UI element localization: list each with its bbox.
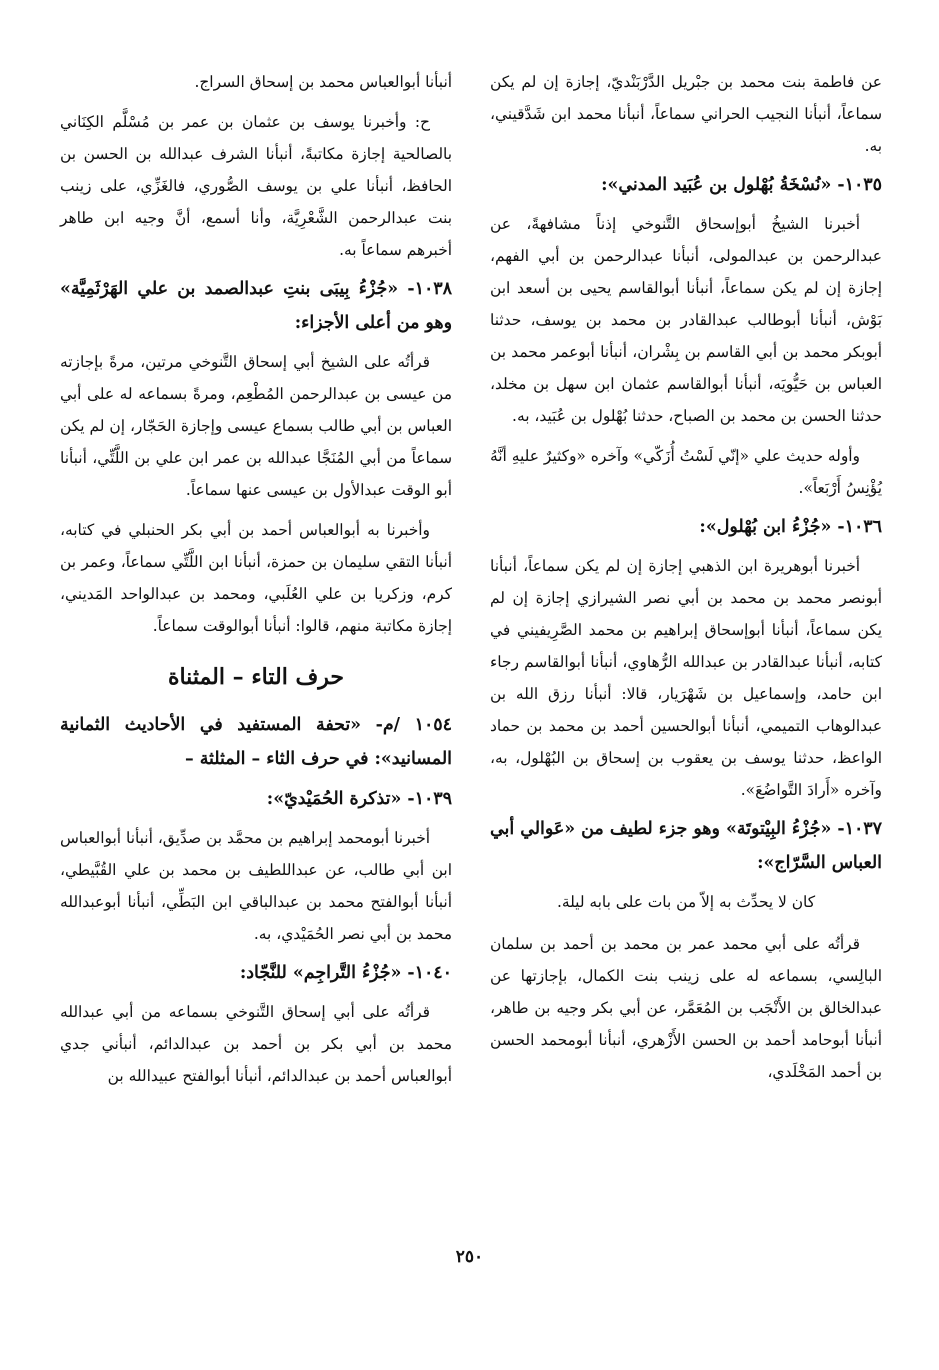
paragraph: أنبأنا أبوالعباس محمد بن إسحاق السراج. — [194, 73, 452, 91]
entry-heading-1054: ١٠٥٤ /م- «تحفة المستفيد في الأحاديث الثمانية المسانيد»: في حرف الثاء – المثلثة – — [60, 715, 452, 769]
paragraph: عن فاطمة بنت محمد بن جبْريل الدَّرْبَنْديّ، إجازة إن لم يكن سماعاً، أنبأنا النجيب الحراني سماعاً، أنبأنا محمد ابن شَدَّقيني، به. — [490, 73, 882, 155]
paragraph: قرأتُه على الشيخ أبي إسحاق التَّنوخي مرتين، مرةً بإجازته من عيسى بن عبدالرحمن المُطْعِم، ومرةً بسماعه له على أبي العباس بن أبي طالب بسماع عيسى وإجازة الحَجّار، إن لم يكن سماعاً من أبي المُنَجَّا عبدالله بن عمر ابن علي بن اللَّتِّي، أنبأنا أبو الوقت عبدالأول بن عيسى عنها سماعاً. — [60, 353, 452, 499]
section-title: حرف التاء – المثناة — [167, 664, 345, 690]
right-column — [490, 66, 882, 1088]
entry-heading-1040: ١٠٤٠- «جُزْءُ التَّراجِم» للنَّجّاد: — [239, 963, 452, 983]
entry-heading-1038: ١٠٣٨- «جُزْءُ بِيبَى بنتِ عبدالصمد بن علي الهَرْثَمِيَّة» وهو من أعلى الأجزاء: — [60, 279, 452, 333]
entry-heading-1037: ١٠٣٧- «جُزْءُ البِيْتوتَة» وهو جزء لطيف من «عَوالي أبي العباس السَّرّاج»: — [490, 819, 882, 873]
paragraph: قرأتُه على أبي محمد عمر بن محمد بن أحمد بن سلمان البالِسي، بسماعه له على زينب بنت الكمال، بإجازتها عن عبدالخالق بن الأَنْجَب بن المُعَمَّر، عن أبي بكر وجيه بن طاهر، أنبأنا أبوحامد أحمد بن الحسن الأَزْهري، أنبأنا أبومحمد الحسن بن أحمد المَخْلَدي، — [490, 935, 882, 1081]
paragraph: وأخبرنا به أبوالعباس أحمد بن أبي بكر الحنبلي في كتابه، أنبأنا التقي سليمان بن حمزة، أنبأنا ابن اللَّتِّي سماعاً، وعمر بن كرم، وزكريا بن علي العُلَبي، ومحمد بن عبدالواحد المَديني، إجازة مكاتبة منهم، قالوا: أنبأنا أبوالوقت سماعاً. — [60, 521, 452, 635]
paragraph: ح: وأخبرنا يوسف بن عثمان بن عمر بن مُسْلَّم الكِنَاني بالصالحية إجازة مكاتبةً، أنبأنا الشرف عبدالله بن الحسن بن الحافظ، أنبأنا علي بن يوسف الصُّوري، فالغَزِّي، على زينب بنت عبدالرحمن الشَّعْرِيَّة، وأنا أسمع، أنَّ وجيه ابن طاهر أخبرهم سماعاً به. — [60, 113, 452, 259]
entry-heading-1036: ١٠٣٦- «جُزْءُ ابن بُهْلول»: — [699, 517, 882, 537]
left-column — [60, 66, 452, 1092]
entry-heading-1039: ١٠٣٩- «تذكرة الحُمَيْديّ»: — [266, 789, 452, 809]
page-number: ٢٥٠ — [455, 1247, 484, 1267]
paragraph: أخبرنا أبوهريرة ابن الذهبي إجازة إن لم يكن سماعاً، أنبأنا أبونصر محمد بن محمد بن أبي نصر الشيرازي إجازة إن لم يكن سماعاً، أنبأنا أبوإسحاق إبراهيم بن محمد الصَّرِيفيني في كتابه، أنبأنا عبدالقادر بن عبدالله الرُّهاوي، أنبأنا أبوالقاسم رجاء ابن حامد، وإسماعيل بن شَهْرَيار، قالا: أنبأنا رزق الله بن عبدالوهاب التميمي، أنبأنا أبوالحسين أحمد بن محمد بن حماد الواعظ، حدثنا يوسف بن يعقوب بن إسحاق بن البُهْلول، به، وآخره «أَرادَ التَّواضُعَ». — [490, 557, 882, 799]
paragraph: وأوله حديث علي «إنّي لَسْتُ أُزَكّي» وآخره «وكثيرٌ عليهِ أنَّهُ يُؤْنِسُ أَرْبَعاً». — [490, 447, 882, 497]
paragraph: أخبرنا الشيخُ أبوإسحاق التَّنوخي إذناً مشافهةً، عن عبدالرحمن بن عبدالمولى، أنبأنا عبدالرحمن بن أبي الفهم، إجازة إن لم يكن سماعاً، أنبأنا أبوالقاسم يحيى بن أسعد ابن بَوْش، أنبأنا أبوطالب عبدالقادر بن محمد بن يوسف، حدثنا أبوبكر محمد بن أبي القاسم بن بِشْران، أنبأنا أبوعمر محمد بن العباس بن حَيُّويَه، أنبأنا أبوالقاسم عثمان ابن سهل بن مخلد، حدثنا الحسن بن محمد بن الصباح، حدثنا بُهْلول بن عُبَيد، به. — [490, 215, 882, 425]
book-page — [60, 66, 882, 1246]
paragraph: قرأتُه على أبي إسحاق التَّنوخي بسماعه من أبي عبدالله محمد بن أبي بكر بن أحمد بن عبدالدائم، أنبأني جدي أبوالعباس أحمد بن عبدالدائم، أنبأنا أبوالفتح عبيدالله بن — [60, 1003, 452, 1085]
entry-note: كان لا يحدِّث به إلاّ من بات على بابه ليلة. — [556, 893, 816, 911]
entry-heading-1035: ١٠٣٥- «نُسْخَةُ بُهْلول بن عُبَيد المدني»: — [601, 175, 882, 195]
paragraph: أخبرنا أبومحمد إبراهيم بن محمَّد بن صدِّيق، أنبأنا أبوالعباس ابن أبي طالب، عن عبداللطيف بن محمد بن علي القُبَّيطي، أنبأنا أبوالفتح محمد بن عبدالباقي ابن البَطِّي، أنبأنا أبوعبدالله محمد بن أبي نصر الحُمَيْدي، به. — [60, 829, 452, 943]
